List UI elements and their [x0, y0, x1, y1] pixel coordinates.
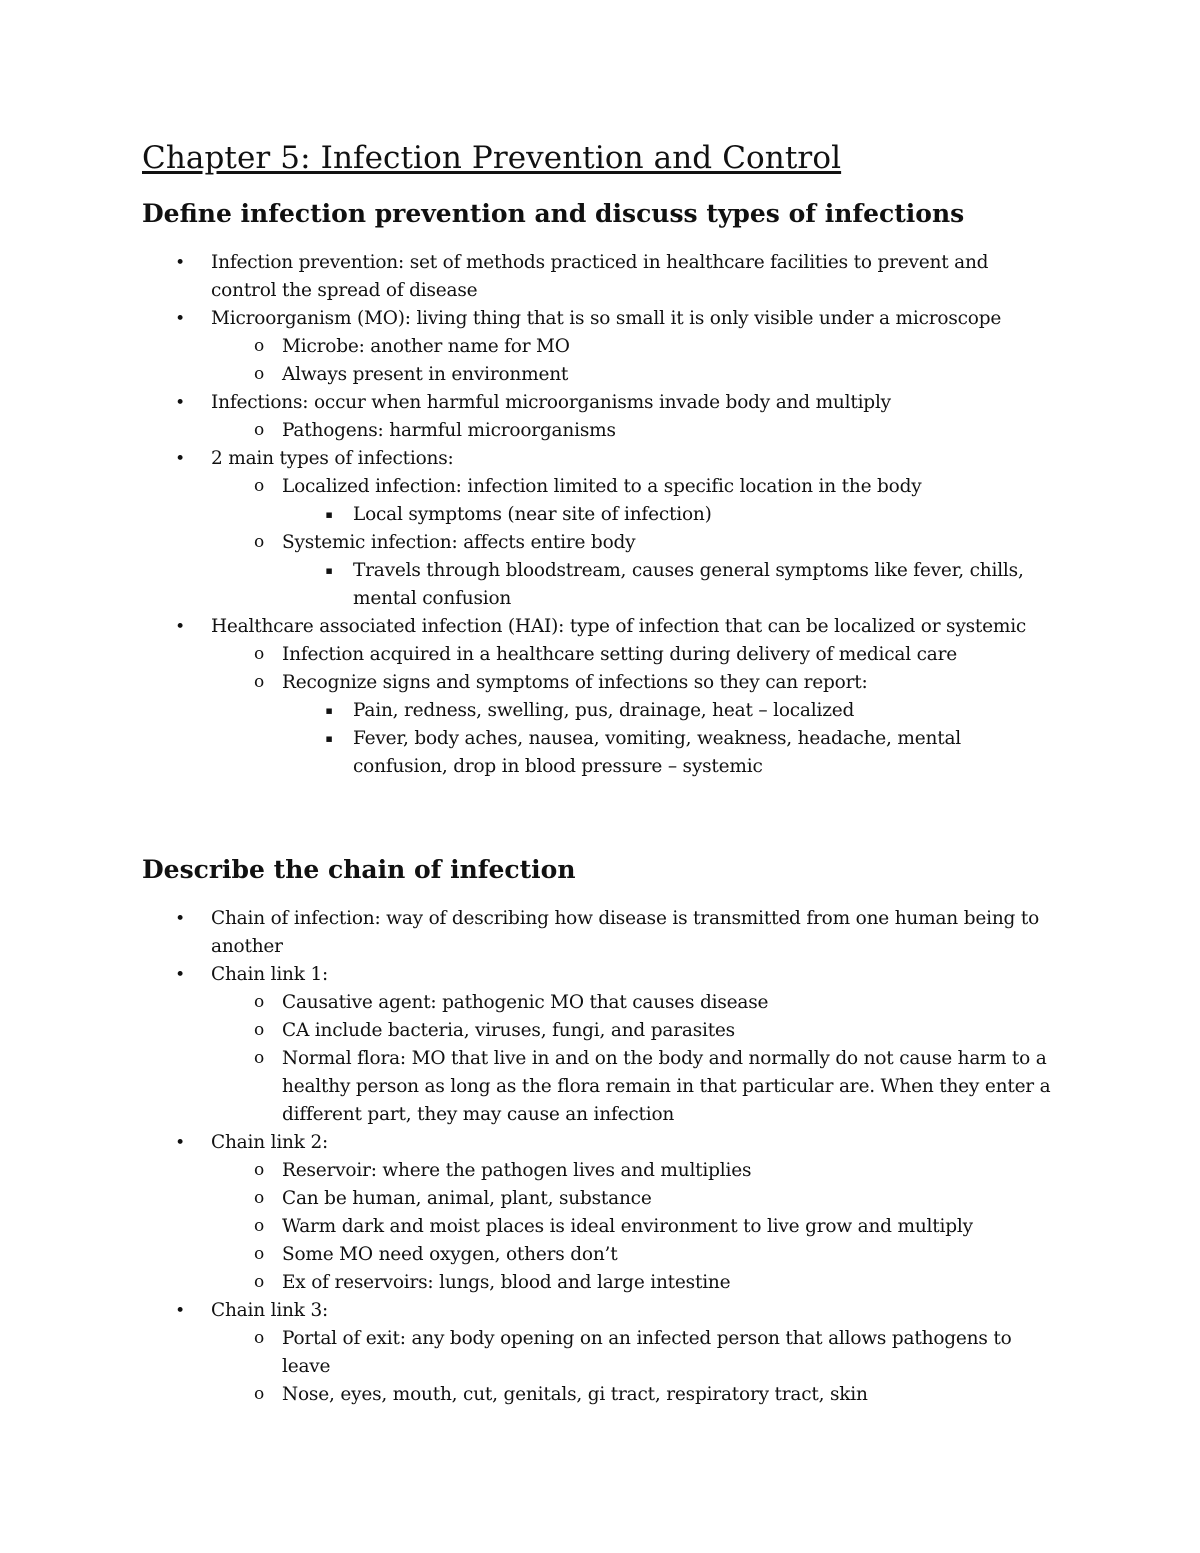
bullet-circle-icon: o	[253, 1216, 265, 1236]
list-item-text: Pathogens: harmful microorganisms	[282, 420, 616, 441]
bullet-disc-icon: •	[175, 617, 185, 637]
list-item-text: Chain of infection: way of describing how disease is transmitted from one human being to another	[211, 908, 1040, 957]
sub-list-item	[211, 1017, 1056, 1045]
list-item-text: Chain link 3:	[211, 1300, 329, 1321]
list-item-text: Always present in environment	[282, 364, 569, 385]
nested-list	[282, 557, 1056, 613]
nested-list	[282, 501, 1056, 529]
list-item-text: 2 main types of infections:	[211, 448, 454, 469]
list-item	[0, 445, 1056, 613]
bullet-square-icon: ▪	[325, 564, 333, 577]
list-item-text: CA include bacteria, viruses, fungi, and parasites	[282, 1020, 735, 1041]
list-item-text: Microorganism (MO): living thing that is so small it is only visible under a microscope	[211, 308, 1002, 329]
bullet-circle-icon: o	[253, 992, 265, 1012]
list-item	[0, 1129, 1056, 1297]
sub-list-item	[211, 1241, 1056, 1269]
list-item	[0, 905, 1056, 961]
nested-list	[211, 473, 1056, 613]
bullet-disc-icon: •	[175, 909, 185, 929]
list-item-text: Chain link 1:	[211, 964, 329, 985]
bullet-circle-icon: o	[253, 1048, 265, 1068]
sub-list-item	[211, 1157, 1056, 1185]
list-item	[0, 961, 1056, 1129]
bullet-disc-icon: •	[175, 253, 185, 273]
bullet-circle-icon: o	[253, 364, 265, 384]
list-item-text: Some MO need oxygen, others don’t	[282, 1244, 618, 1265]
sub-list-item	[211, 641, 1056, 669]
bullet-disc-icon: •	[175, 1133, 185, 1153]
nested-list	[211, 989, 1056, 1129]
bullet-circle-icon: o	[253, 1244, 265, 1264]
section-heading-infection-prevention: Define infection prevention and discuss types of infections	[142, 199, 965, 228]
list-item-text: Can be human, animal, plant, substance	[282, 1188, 652, 1209]
bullet-circle-icon: o	[253, 476, 265, 496]
bullet-circle-icon: o	[253, 420, 265, 440]
bullet-square-icon: ▪	[325, 704, 333, 717]
bullet-circle-icon: o	[253, 1188, 265, 1208]
list-item	[0, 249, 1056, 305]
infection-prevention-list	[0, 249, 1056, 781]
list-item-text: Microbe: another name for MO	[282, 336, 570, 357]
nested-list	[211, 641, 1056, 781]
bullet-disc-icon: •	[175, 1301, 185, 1321]
list-item-text: Warm dark and moist places is ideal environment to live grow and multiply	[282, 1216, 973, 1237]
bullet-disc-icon: •	[175, 309, 185, 329]
list-item-text: Fever, body aches, nausea, vomiting, weakness, headache, mental confusion, drop in blood pressure – systemic	[353, 728, 961, 777]
list-item-text: Healthcare associated infection (HAI): type of infection that can be localized or systemic	[211, 616, 1027, 637]
sub-list-item	[211, 1269, 1056, 1297]
list-item-text: Recognize signs and symptoms of infections so they can report:	[282, 672, 868, 693]
sub-sub-list-item	[282, 697, 1056, 725]
bullet-square-icon: ▪	[325, 508, 333, 521]
sub-sub-list-item	[282, 725, 1056, 781]
sub-list-item	[211, 1045, 1056, 1129]
list-item-text: Normal flora: MO that live in and on the body and normally do not cause harm to a healthy person as long as the flora remain in that particular are. When they enter a different part, they may cause an infection	[282, 1048, 1051, 1125]
sub-sub-list-item	[282, 501, 1056, 529]
list-item-text: Chain link 2:	[211, 1132, 329, 1153]
list-item-text: Infection prevention: set of methods practiced in healthcare facilities to prevent and control the spread of disease	[211, 252, 989, 301]
list-item-text: Localized infection: infection limited to a specific location in the body	[282, 476, 922, 497]
sub-list-item	[211, 417, 1056, 445]
list-item-text: Portal of exit: any body opening on an infected person that allows pathogens to leave	[282, 1328, 1012, 1377]
list-item-text: Ex of reservoirs: lungs, blood and large intestine	[282, 1272, 731, 1293]
list-item-text: Local symptoms (near site of infection)	[353, 504, 712, 525]
sub-list-item	[211, 333, 1056, 361]
bullet-disc-icon: •	[175, 965, 185, 985]
sub-list-item	[211, 1213, 1056, 1241]
sub-list-item	[211, 989, 1056, 1017]
sub-list-item	[211, 529, 1056, 613]
bullet-circle-icon: o	[253, 1160, 265, 1180]
sub-list-item	[211, 473, 1056, 529]
nested-list	[211, 417, 1056, 445]
nested-list	[211, 1325, 1056, 1409]
list-item-text: Causative agent: pathogenic MO that causes disease	[282, 992, 769, 1013]
bullet-disc-icon: •	[175, 449, 185, 469]
section-heading-chain-of-infection: Describe the chain of infection	[142, 855, 576, 884]
chapter-title: Chapter 5: Infection Prevention and Control	[142, 140, 842, 176]
sub-list-item	[211, 361, 1056, 389]
bullet-circle-icon: o	[253, 1272, 265, 1292]
sub-list-item	[211, 1325, 1056, 1381]
list-item-text: Travels through bloodstream, causes general symptoms like fever, chills, mental confusion	[353, 560, 1024, 609]
bullet-square-icon: ▪	[325, 732, 333, 745]
bullet-circle-icon: o	[253, 532, 265, 552]
bullet-circle-icon: o	[253, 672, 265, 692]
list-item-text: Pain, redness, swelling, pus, drainage, heat – localized	[353, 700, 855, 721]
bullet-circle-icon: o	[253, 644, 265, 664]
sub-list-item	[211, 669, 1056, 781]
nested-list	[211, 1157, 1056, 1297]
list-item-text: Nose, eyes, mouth, cut, genitals, gi tract, respiratory tract, skin	[282, 1384, 868, 1405]
bullet-circle-icon: o	[253, 1384, 265, 1404]
list-item-text: Systemic infection: affects entire body	[282, 532, 636, 553]
bullet-circle-icon: o	[253, 1020, 265, 1040]
nested-list	[211, 333, 1056, 389]
chain-of-infection-list	[0, 905, 1056, 1409]
list-item-text: Reservoir: where the pathogen lives and multiplies	[282, 1160, 752, 1181]
list-item	[0, 1297, 1056, 1409]
bullet-circle-icon: o	[253, 1328, 265, 1348]
sub-list-item	[211, 1381, 1056, 1409]
list-item	[0, 305, 1056, 389]
list-item	[0, 613, 1056, 781]
list-item-text: Infection acquired in a healthcare setting during delivery of medical care	[282, 644, 957, 665]
list-item	[0, 389, 1056, 445]
bullet-disc-icon: •	[175, 393, 185, 413]
bullet-circle-icon: o	[253, 336, 265, 356]
nested-list	[282, 697, 1056, 781]
sub-list-item	[211, 1185, 1056, 1213]
list-item-text: Infections: occur when harmful microorganisms invade body and multiply	[211, 392, 891, 413]
sub-sub-list-item	[282, 557, 1056, 613]
